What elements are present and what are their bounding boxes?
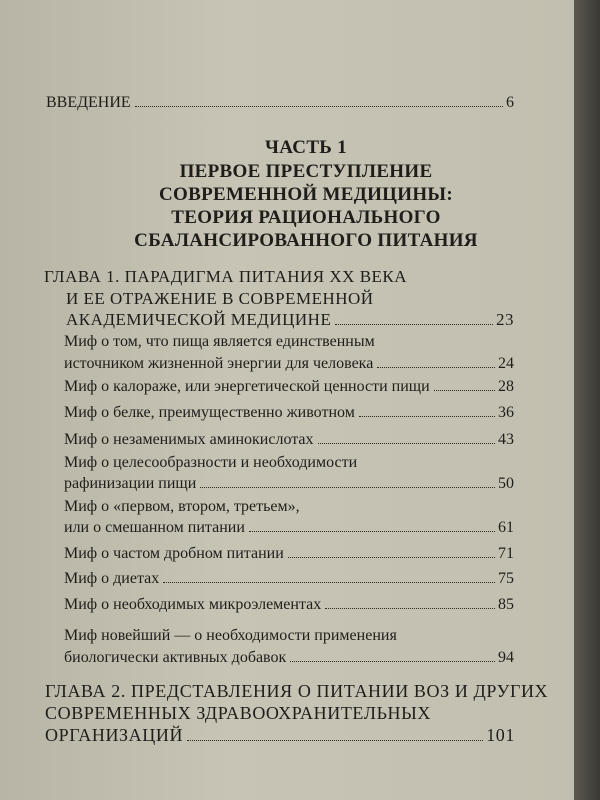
leader-dots — [290, 661, 495, 662]
toc-entry-title: АКАДЕМИЧЕСКОЙ МЕДИЦИНЕ — [66, 310, 332, 329]
leader-dots — [135, 106, 503, 107]
toc-page-number: 85 — [498, 596, 514, 613]
toc-entry-title: Миф о калораже, или энергетической ценности пищи — [64, 378, 430, 395]
toc-entry-myth[interactable] — [64, 518, 514, 538]
toc-page-number: 43 — [498, 431, 514, 448]
toc-entry-title: Миф о частом дробном питании — [64, 545, 284, 562]
leader-dots — [288, 557, 495, 558]
toc-entry-myth[interactable] — [64, 569, 514, 589]
toc-page-number: 61 — [498, 519, 514, 536]
toc-page-number: 36 — [498, 404, 514, 421]
part-title-line: ТЕОРИЯ РАЦИОНАЛЬНОГО — [171, 207, 441, 228]
part-title-line: СОВРЕМЕННОЙ МЕДИЦИНЫ: — [159, 184, 453, 205]
toc-entry-title: ОРГАНИЗАЦИЙ — [45, 725, 184, 745]
leader-dots — [200, 487, 495, 488]
toc-entry-title: Миф о белке, преимущественно животном — [64, 404, 355, 421]
toc-page-number: 94 — [498, 649, 514, 666]
leader-dots — [359, 416, 495, 417]
toc-entry-myth[interactable] — [64, 377, 514, 397]
toc-entry-title: источником жизненной энергии для человека — [64, 355, 374, 372]
toc-page-number: 6 — [506, 94, 514, 111]
leader-dots — [335, 324, 493, 325]
toc-entry-chapter-1[interactable] — [66, 310, 514, 330]
toc-page-number: 28 — [498, 378, 514, 395]
toc-entry-title: Миф о диетах — [64, 570, 160, 587]
part-heading: ЧАСТЬ 1 — [264, 137, 348, 158]
chapter-2-title-line: СОВРЕМЕННЫХ ЗДРАВООХРАНИТЕЛЬНЫХ — [45, 703, 432, 723]
toc-page-number: 101 — [486, 725, 515, 745]
toc-entry-myth[interactable] — [64, 474, 514, 494]
leader-dots — [249, 531, 495, 532]
toc-entry-myth[interactable] — [64, 648, 514, 668]
leader-dots — [318, 443, 495, 444]
leader-dots — [434, 390, 495, 391]
toc-entry-title: или о смешанном питании — [64, 519, 245, 536]
chapter-1-title-line: ГЛАВА 1. ПАРАДИГМА ПИТАНИЯ XX ВЕКА — [44, 267, 408, 286]
chapter-2-title-line: ГЛАВА 2. ПРЕДСТАВЛЕНИЯ О ПИТАНИИ ВОЗ И ДРУГИХ — [45, 681, 549, 701]
toc-entry-title: Миф о незаменимых аминокислотах — [64, 431, 314, 448]
book-binding-shadow — [574, 0, 600, 800]
toc-entry-intro[interactable] — [46, 93, 514, 113]
toc-entry-line: Миф о целесообразности и необходимости — [64, 454, 358, 471]
toc-page-number: 23 — [496, 310, 514, 329]
toc-entry-myth[interactable] — [64, 354, 514, 374]
toc-entry-myth[interactable] — [64, 430, 514, 450]
leader-dots — [187, 740, 483, 741]
toc-page-number: 24 — [498, 355, 514, 372]
chapter-1-title-line: И ЕЕ ОТРАЖЕНИЕ В СОВРЕМЕННОЙ — [66, 289, 374, 308]
toc-entry-myth[interactable] — [64, 595, 514, 615]
toc-entry-title: Миф о необходимых микроэлементах — [64, 596, 322, 613]
toc-entry-title: рафинизации пищи — [64, 475, 197, 492]
toc-entry-line: Миф новейший — о необходимости применения — [64, 627, 397, 644]
toc-entry-title: ВВЕДЕНИЕ — [46, 94, 131, 111]
toc-page-number: 50 — [498, 475, 514, 492]
toc-entry-myth[interactable] — [64, 544, 514, 564]
toc-entry-line: Миф о том, что пища является единственным — [64, 333, 375, 350]
toc-entry-chapter-2[interactable] — [45, 725, 515, 745]
part-title-line: ПЕРВОЕ ПРЕСТУПЛЕНИЕ — [179, 161, 433, 182]
toc-entry-title: биологически активных добавок — [64, 649, 287, 666]
leader-dots — [377, 367, 495, 368]
leader-dots — [325, 608, 495, 609]
toc-page-number: 75 — [498, 570, 514, 587]
part-title-line: СБАЛАНСИРОВАННОГО ПИТАНИЯ — [134, 230, 478, 251]
toc-entry-line: Миф о «первом, втором, третьем», — [64, 498, 300, 515]
toc-entry-myth[interactable] — [64, 403, 514, 423]
leader-dots — [163, 582, 495, 583]
toc-page-number: 71 — [498, 545, 514, 562]
